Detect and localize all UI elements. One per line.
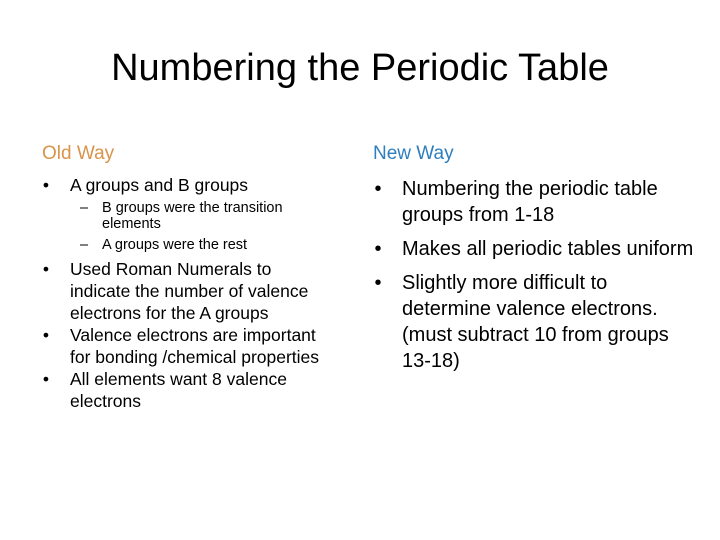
old-way-sub-bullet bbox=[70, 237, 332, 253]
sub-bullet-text: A groups were the rest bbox=[102, 237, 248, 253]
new-way-bullet bbox=[364, 236, 700, 262]
bullet-marker: • bbox=[42, 175, 50, 195]
bullet-marker: • bbox=[42, 325, 50, 345]
slide-title: Numbering the Periodic Table bbox=[111, 47, 609, 89]
old-way-bullet bbox=[32, 174, 332, 253]
new-way-bullet bbox=[364, 176, 700, 228]
bullet-text: All elements want 8 valence electrons bbox=[70, 369, 287, 411]
bullet-text: A groups and B groups bbox=[70, 175, 249, 195]
sub-bullet-marker: – bbox=[80, 237, 89, 253]
new-way-heading: New Way bbox=[373, 143, 454, 164]
bullet-marker: • bbox=[374, 272, 382, 294]
bullet-text: Slightly more difficult to determine valence electrons. (must subtract 10 from groups 13-18) bbox=[402, 272, 669, 372]
bullet-marker: • bbox=[42, 259, 50, 279]
bullet-text: Numbering the periodic table groups from 1-18 bbox=[402, 178, 658, 226]
old-way-bullet bbox=[32, 324, 332, 368]
bullet-text: Valence electrons are important for bonding /chemical properties bbox=[70, 325, 320, 367]
old-way-heading: Old Way bbox=[42, 143, 115, 164]
bullet-marker: • bbox=[374, 238, 382, 260]
new-way-list bbox=[364, 176, 700, 374]
sub-bullet-text: B groups were the transition elements bbox=[102, 200, 283, 232]
bullet-text: Makes all periodic tables uniform bbox=[402, 238, 694, 260]
bullet-marker: • bbox=[42, 369, 50, 389]
old-way-column bbox=[32, 174, 332, 412]
old-way-bullet bbox=[32, 258, 332, 324]
bullet-marker: • bbox=[374, 178, 382, 200]
old-way-sub-list bbox=[70, 200, 332, 253]
bullet-text: Used Roman Numerals to indicate the number of valence electrons for the A groups bbox=[70, 259, 309, 323]
old-way-bullet bbox=[32, 368, 332, 412]
new-way-bullet bbox=[364, 270, 700, 374]
old-way-list bbox=[32, 174, 332, 412]
sub-bullet-marker: – bbox=[80, 200, 89, 216]
old-way-sub-bullet bbox=[70, 200, 332, 232]
new-way-column bbox=[364, 176, 700, 382]
